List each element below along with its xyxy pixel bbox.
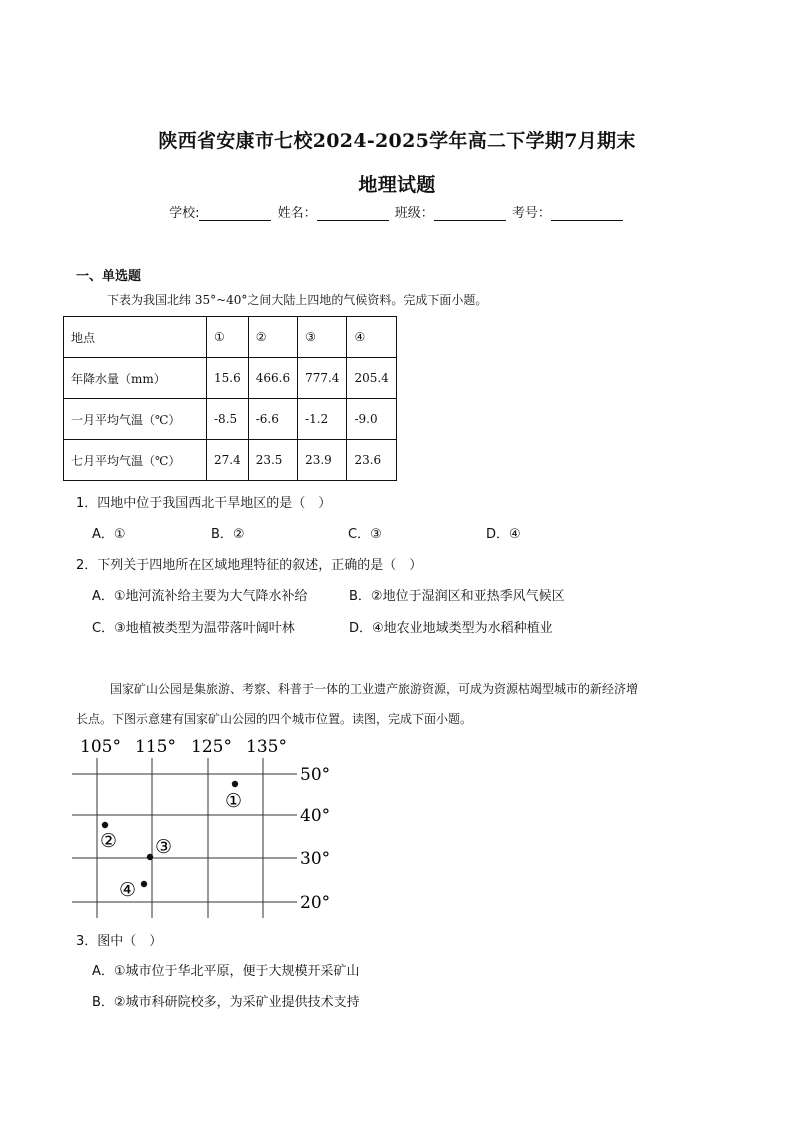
table-header-row xyxy=(64,317,397,358)
mine-park-intro-line2: 长点。下图示意建有国家矿山公园的四个城市位置。读图，完成下面小题。 xyxy=(76,712,473,726)
name-blank[interactable] xyxy=(317,207,389,221)
mine-park-map xyxy=(60,730,350,920)
table-cell: ① xyxy=(207,317,249,358)
city-point xyxy=(147,854,153,860)
table-cell: ③ xyxy=(298,317,347,358)
school-blank[interactable] xyxy=(199,207,271,221)
q3-option-a[interactable]: A．①城市位于华北平原，便于大规模开采矿山 xyxy=(92,964,360,979)
table-cell: 23.5 xyxy=(248,440,297,481)
table-cell: 466.6 xyxy=(248,358,297,399)
question-2-stem: 2．下列关于四地所在区域地理特征的叙述，正确的是（ ） xyxy=(76,558,423,573)
table-row xyxy=(64,399,397,440)
table-cell: 23.6 xyxy=(347,440,396,481)
class-label: 班级： xyxy=(394,206,434,221)
table-cell: 地点 xyxy=(64,317,207,358)
lon-label: 135° xyxy=(246,737,287,757)
table-cell: 777.4 xyxy=(298,358,347,399)
table-cell: -1.2 xyxy=(298,399,347,440)
city-point xyxy=(141,881,147,887)
exam-no-blank[interactable] xyxy=(551,207,623,221)
climate-table xyxy=(63,316,397,481)
city-label: ② xyxy=(100,830,118,852)
q1-option-d[interactable]: D．④ xyxy=(486,527,521,542)
exam-no-label: 考号： xyxy=(511,206,551,221)
table-cell: -6.6 xyxy=(248,399,297,440)
exam-title-line2: 地理试题 xyxy=(358,174,436,196)
city-point xyxy=(102,822,108,828)
city-label: ③ xyxy=(155,836,173,858)
table-cell: 年降水量（mm） xyxy=(64,358,207,399)
question-1-stem: 1．四地中位于我国西北干旱地区的是（ ） xyxy=(76,496,332,511)
table-cell: 一月平均气温（℃） xyxy=(64,399,207,440)
lat-label: 30° xyxy=(300,849,331,869)
q2-option-a[interactable]: A．①地河流补给主要为大气降水补给 xyxy=(92,589,308,604)
lon-label: 115° xyxy=(135,737,176,757)
city-label: ① xyxy=(225,790,243,812)
class-blank[interactable] xyxy=(434,207,506,221)
lon-label: 125° xyxy=(191,737,232,757)
question-3-stem: 3．图中（ ） xyxy=(76,934,163,949)
table-cell: 27.4 xyxy=(207,440,249,481)
table-row xyxy=(64,358,397,399)
school-label: 学校: xyxy=(169,206,200,221)
table-row xyxy=(64,440,397,481)
table-cell: ② xyxy=(248,317,297,358)
q2-option-b[interactable]: B．②地位于湿润区和亚热季风气候区 xyxy=(349,589,565,604)
lon-label: 105° xyxy=(80,737,121,757)
table-cell: 15.6 xyxy=(207,358,249,399)
table-intro: 下表为我国北纬 35°~40°之间大陆上四地的气候资料。完成下面小题。 xyxy=(107,293,488,307)
q2-option-d[interactable]: D．④地农业地域类型为水稻种植业 xyxy=(349,621,553,636)
student-info-line xyxy=(0,202,794,221)
table-cell: 23.9 xyxy=(298,440,347,481)
table-cell: -8.5 xyxy=(207,399,249,440)
table-cell: 七月平均气温（℃） xyxy=(64,440,207,481)
q3-option-b[interactable]: B．②城市科研院校多，为采矿业提供技术支持 xyxy=(92,995,360,1010)
q2-option-c[interactable]: C．③地植被类型为温带落叶阔叶林 xyxy=(92,621,295,636)
city-label: ④ xyxy=(119,879,137,901)
q1-option-c[interactable]: C．③ xyxy=(348,527,382,542)
mine-park-intro-line1: 国家矿山公园是集旅游、考察、科普于一体的工业遗产旅游资源，可成为资源枯竭型城市的新经济增 xyxy=(110,682,639,696)
q1-option-b[interactable]: B．② xyxy=(211,527,245,542)
table-cell: ④ xyxy=(347,317,396,358)
exam-title-line1: 陕西省安康市七校2024-2025学年高二下学期7月期末 xyxy=(158,130,636,152)
name-label: 姓名： xyxy=(277,206,317,221)
lat-label: 50° xyxy=(300,765,331,785)
section-heading: 一、单选题 xyxy=(76,269,142,284)
table-cell: 205.4 xyxy=(347,358,396,399)
q1-option-a[interactable]: A．① xyxy=(92,527,126,542)
lat-label: 40° xyxy=(300,806,331,826)
lat-label: 20° xyxy=(300,893,331,913)
table-cell: -9.0 xyxy=(347,399,396,440)
city-point xyxy=(232,781,238,787)
